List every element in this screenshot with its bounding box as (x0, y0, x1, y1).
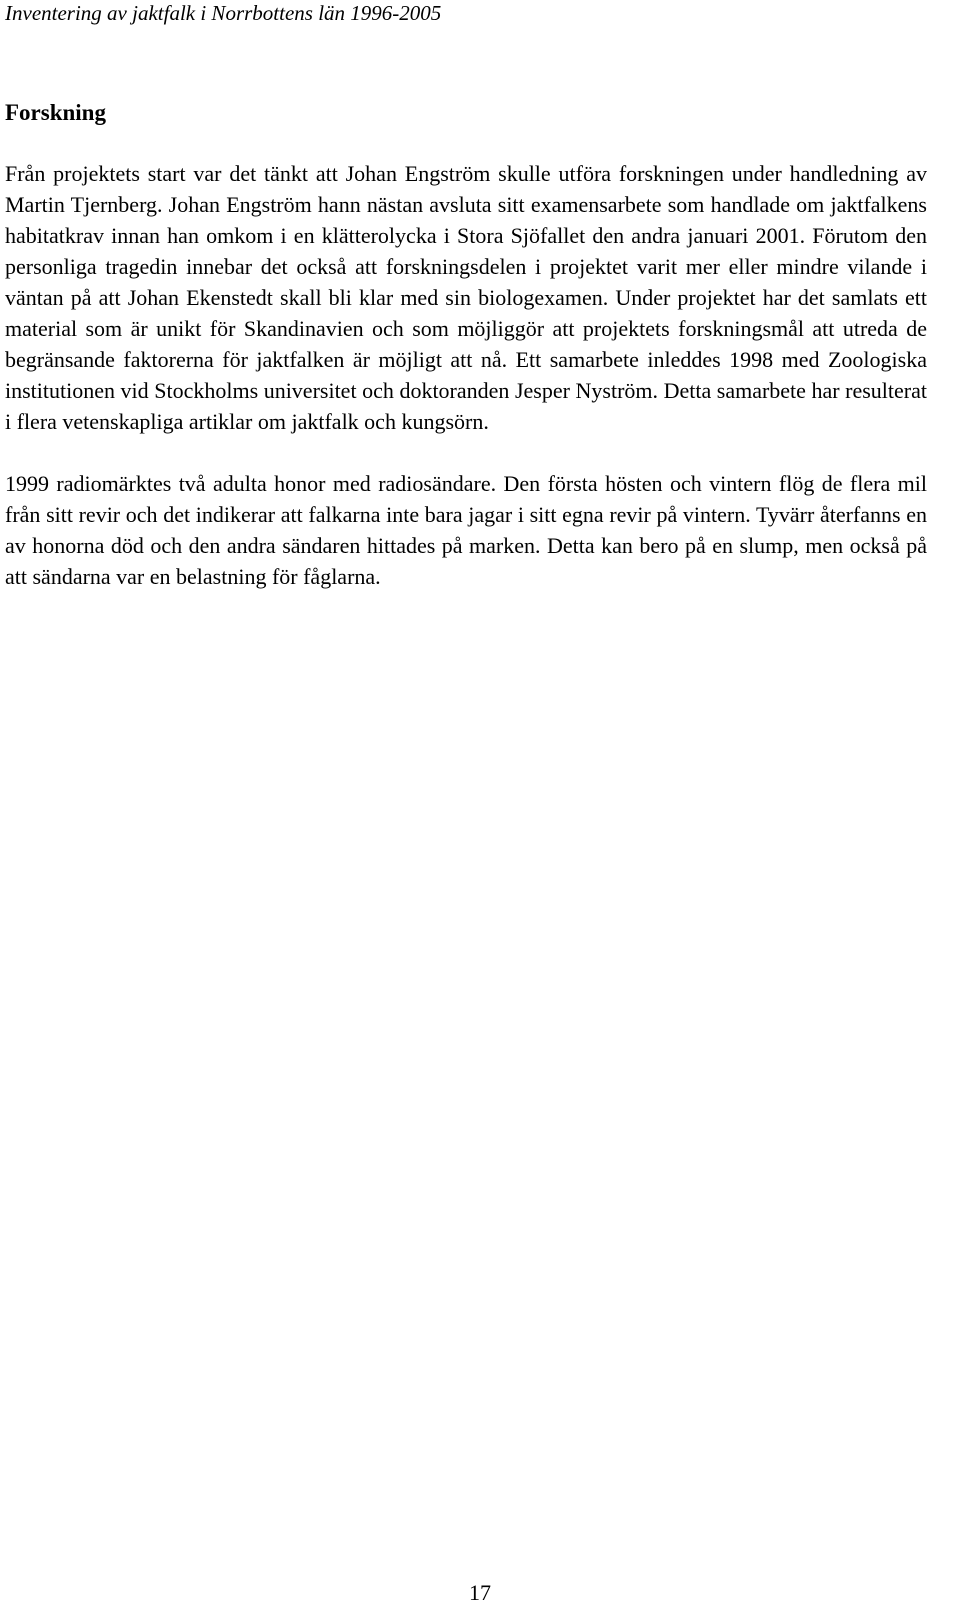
main-content (5, 98, 927, 592)
page-number: 17 (469, 1580, 491, 1605)
paragraph-research-background: Från projektets start var det tänkt att Johan Engström skulle utföra forskningen under handledning av Martin Tjernberg. Johan Engström hann nästan avsluta sitt examensarbete som handlade om jaktfalkens habitatkrav innan han omkom i en klätterolycka i Stora Sjöfallet den andra januari 2001. Förutom den personliga tragedin innebar det också att forskningsdelen i projektet varit mer eller mindre vilande i väntan på att Johan Ekenstedt skall bli klar med sin biologexamen. Under projektet har det samlats ett material som är unikt för Skandinavien och som möjliggör att projektets forskningsmål att utreda de begränsande faktorerna för jaktfalken är möjligt att nå. Ett samarbete inleddes 1998 med Zoologiska institutionen vid Stockholms universitet och doktoranden Jesper Nyström. Detta samarbete har resulterat i flera vetenskapliga artiklar om jaktfalk och kungsörn. (5, 161, 927, 434)
paragraph-radio-tracking: 1999 radiomärktes två adulta honor med radiosändare. Den första hösten och vintern flög de flera mil från sitt revir och det indikerar att falkarna inte bara jagar i sitt egna revir på vintern. Tyvärr återfanns en av honorna död och den andra sändaren hittades på marken. Detta kan bero på en slump, men också på att sändarna var en belastning för fåglarna. (5, 471, 927, 589)
section-heading: Forskning (5, 100, 106, 125)
running-header: Inventering av jaktfalk i Norrbottens län 1996-2005 (5, 1, 442, 25)
